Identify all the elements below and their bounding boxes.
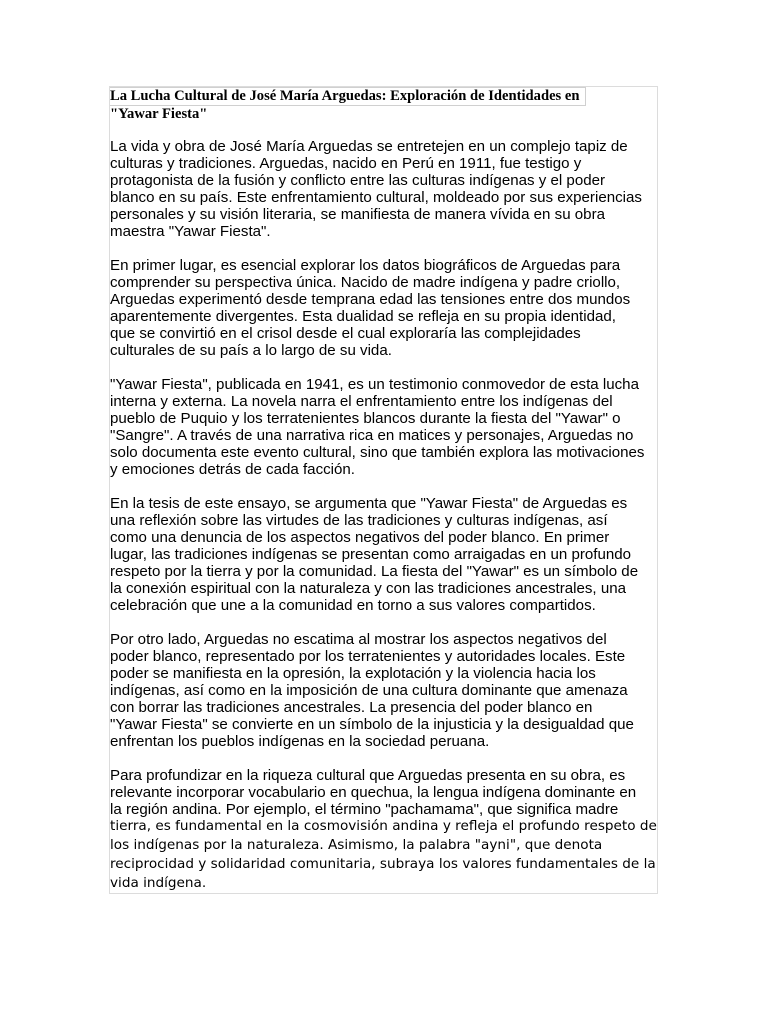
- essay-title: [110, 87, 610, 123]
- text-line: vida indígena.: [110, 875, 207, 891]
- text-line: blanco en su país. Este enfrentamiento cultural, moldeado por sus experiencias: [110, 189, 642, 206]
- text-line: interna y externa. La novela narra el enfrentamiento entre los indígenas del: [110, 393, 613, 410]
- text-line: Por otro lado, Arguedas no escatima al mostrar los aspectos negativos del: [110, 631, 607, 648]
- text-line: En la tesis de este ensayo, se argumenta que "Yawar Fiesta" de Arguedas es: [110, 495, 628, 512]
- text-line: que se convirtió en el crisol desde el cual exploraría las complejidades: [110, 325, 581, 342]
- essay-title-line: La Lucha Cultural de José María Arguedas: Exploración de Identidades en: [110, 87, 586, 106]
- text-line: celebración que une a la comunidad en torno a sus valores compartidos.: [110, 597, 596, 614]
- text-line: con borrar las tradiciones ancestrales. La presencia del poder blanco en: [110, 699, 593, 716]
- text-line: maestra "Yawar Fiesta".: [110, 223, 271, 240]
- text-line: respeto por la tierra y por la comunidad. La fiesta del "Yawar" es un símbolo de: [110, 563, 639, 580]
- text-line: personales y su visión literaria, se manifiesta de manera vívida en su obra: [110, 206, 605, 223]
- text-line: la conexión espiritual con la naturaleza y con las tradiciones ancestrales, una: [110, 580, 627, 597]
- text-line: y emociones detrás de cada facción.: [110, 461, 355, 478]
- text-line: pueblo de Puquio y los terratenientes blancos durante la fiesta del "Yawar" o: [110, 410, 621, 427]
- paragraph-biography: [110, 257, 660, 359]
- text-line: reciprocidad y solidaridad comunitaria, subraya los valores fundamentales de la: [110, 856, 656, 872]
- text-line: En primer lugar, es esencial explorar los datos biográficos de Arguedas para: [110, 257, 621, 274]
- paragraph-introduction: [110, 138, 660, 240]
- text-line: comprender su perspectiva única. Nacido de madre indígena y padre criollo,: [110, 274, 621, 291]
- paragraph-white-power: [110, 631, 660, 750]
- text-line: lugar, las tradiciones indígenas se presentan como arraigadas en un profundo: [110, 546, 632, 563]
- text-line: tierra, es fundamental en la cosmovisión andina y refleja el profundo respeto de: [110, 818, 657, 834]
- text-line: poder blanco, representado por los terratenientes y autoridades locales. Este: [110, 648, 626, 665]
- paragraph-novel-summary: [110, 376, 660, 478]
- essay-body: [110, 138, 660, 911]
- text-line: culturas y tradiciones. Arguedas, nacido en Perú en 1911, fue testigo y: [110, 155, 582, 172]
- text-line: indígenas, así como en la imposición de una cultura dominante que amenaza: [110, 682, 628, 699]
- text-line: La vida y obra de José María Arguedas se entretejen en un complejo tapiz de: [110, 138, 628, 155]
- text-line: como una denuncia de los aspectos negativos del poder blanco. En primer: [110, 529, 610, 546]
- text-line: "Yawar Fiesta", publicada en 1941, es un testimonio conmovedor de esta lucha: [110, 376, 639, 393]
- text-line: relevante incorporar vocabulario en quechua, la lengua indígena dominante en: [110, 784, 637, 801]
- text-line: solo documenta este evento cultural, sino que también explora las motivaciones: [110, 444, 645, 461]
- text-line: enfrentan los pueblos indígenas en la sociedad peruana.: [110, 733, 490, 750]
- text-line: aparentemente divergentes. Esta dualidad se refleja en su propia identidad,: [110, 308, 616, 325]
- paragraph-quechua-vocabulary: [110, 767, 660, 894]
- text-line: "Sangre". A través de una narrativa rica en matices y personajes, Arguedas no: [110, 427, 634, 444]
- text-line: la región andina. Por ejemplo, el término "pachamama", que significa madre: [110, 801, 619, 818]
- text-line: los indígenas por la naturaleza. Asimismo, la palabra "ayni", que denota: [110, 837, 603, 853]
- text-line: protagonista de la fusión y conflicto entre las culturas indígenas y el poder: [110, 172, 606, 189]
- paragraph-thesis: [110, 495, 660, 614]
- text-line: "Yawar Fiesta" se convierte en un símbolo de la injusticia y la desigualdad que: [110, 716, 634, 733]
- text-line: Arguedas experimentó desde temprana edad las tensiones entre dos mundos: [110, 291, 631, 308]
- text-line: culturales de su país a lo largo de su vida.: [110, 342, 392, 359]
- text-line: poder se manifiesta en la opresión, la explotación y la violencia hacia los: [110, 665, 596, 682]
- text-line: una reflexión sobre las virtudes de las tradiciones y culturas indígenas, así: [110, 512, 608, 529]
- text-line: Para profundizar en la riqueza cultural que Arguedas presenta en su obra, es: [110, 767, 626, 784]
- essay-title-line: "Yawar Fiesta": [110, 106, 208, 122]
